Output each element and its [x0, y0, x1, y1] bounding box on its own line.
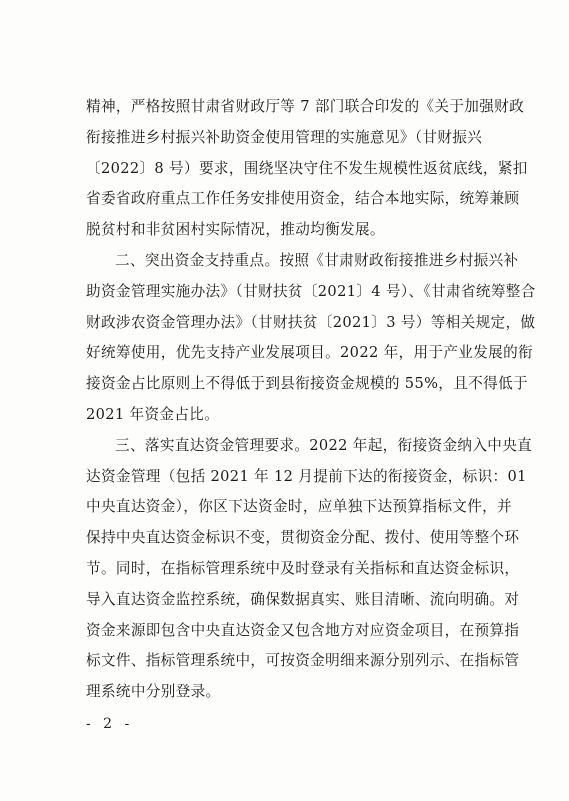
paragraph-line: 达资金管理（包括 2021 年 12 月提前下达的衔接资金，标识：01	[86, 467, 527, 485]
paragraph-line: 保持中央直达资金标识不变，贯彻资金分配、拨付、使用等整个环	[86, 529, 520, 547]
paragraph-line: 财政涉农资金管理办法》（甘财扶贫〔2021〕3 号）等相关规定，做	[86, 313, 536, 331]
paragraph-2	[86, 246, 536, 431]
paragraph-line: 省委省政府重点工作任务安排使用资金，结合本地实际，统筹兼顾	[86, 190, 520, 208]
paragraph-line: 二、突出资金支持重点。按照《甘肃财政衔接推进乡村振兴补	[115, 251, 519, 269]
paragraph-line: 节。同时，在指标管理系统中及时登录有关指标和直达资金标识，	[86, 559, 520, 577]
paragraph-3	[86, 431, 533, 708]
page-number: - 2 -	[86, 716, 134, 732]
paragraph-line: 标文件、指标管理系统中，可按资金明细来源分别列示、在指标管	[86, 652, 520, 670]
paragraph-line: 精神，严格按照甘肃省财政厅等 7 部门联合印发的《关于加强财政	[86, 98, 525, 115]
paragraph-line: 中央直达资金），你区下达资金时，应单独下达预算指标文件，并	[86, 498, 513, 516]
paragraph-line: 衔接推进乡村振兴补助资金使用管理的实施意见》（甘财振兴	[86, 128, 483, 146]
paragraph-line: 脱贫村和非贫困村实际情况，推动均衡发展。	[86, 221, 385, 239]
paragraph-line: 资金来源即包含中央直达资金又包含地方对应资金项目，在预算指	[86, 621, 520, 639]
paragraph-line: 助资金管理实施办法》（甘财扶贫〔2021〕4 号）、《甘肃省统筹整合	[86, 282, 536, 300]
paragraph-line: 三、落实直达资金管理要求。2022 年起，衔接资金纳入中央直	[115, 436, 533, 454]
paragraph-1	[86, 92, 528, 246]
paragraph-line: 2021 年资金占比。	[86, 405, 220, 423]
paragraph-line: 导入直达资金监控系统，确保数据真实、账目清晰、流向明确。对	[86, 590, 520, 608]
document-body	[86, 92, 536, 708]
paragraph-line: 接资金占比原则上不得低于到县衔接资金规模的 55%，且不得低于	[86, 375, 528, 393]
paragraph-line: 理系统中分别登录。	[86, 683, 221, 701]
paragraph-line: 〔2022〕8 号）要求，围绕坚决守住不发生规模性返贫底线，紧扣	[86, 159, 528, 177]
paragraph-line: 好统筹使用，优先支持产业发展项目。2022 年，用于产业发展的衔	[86, 344, 534, 362]
